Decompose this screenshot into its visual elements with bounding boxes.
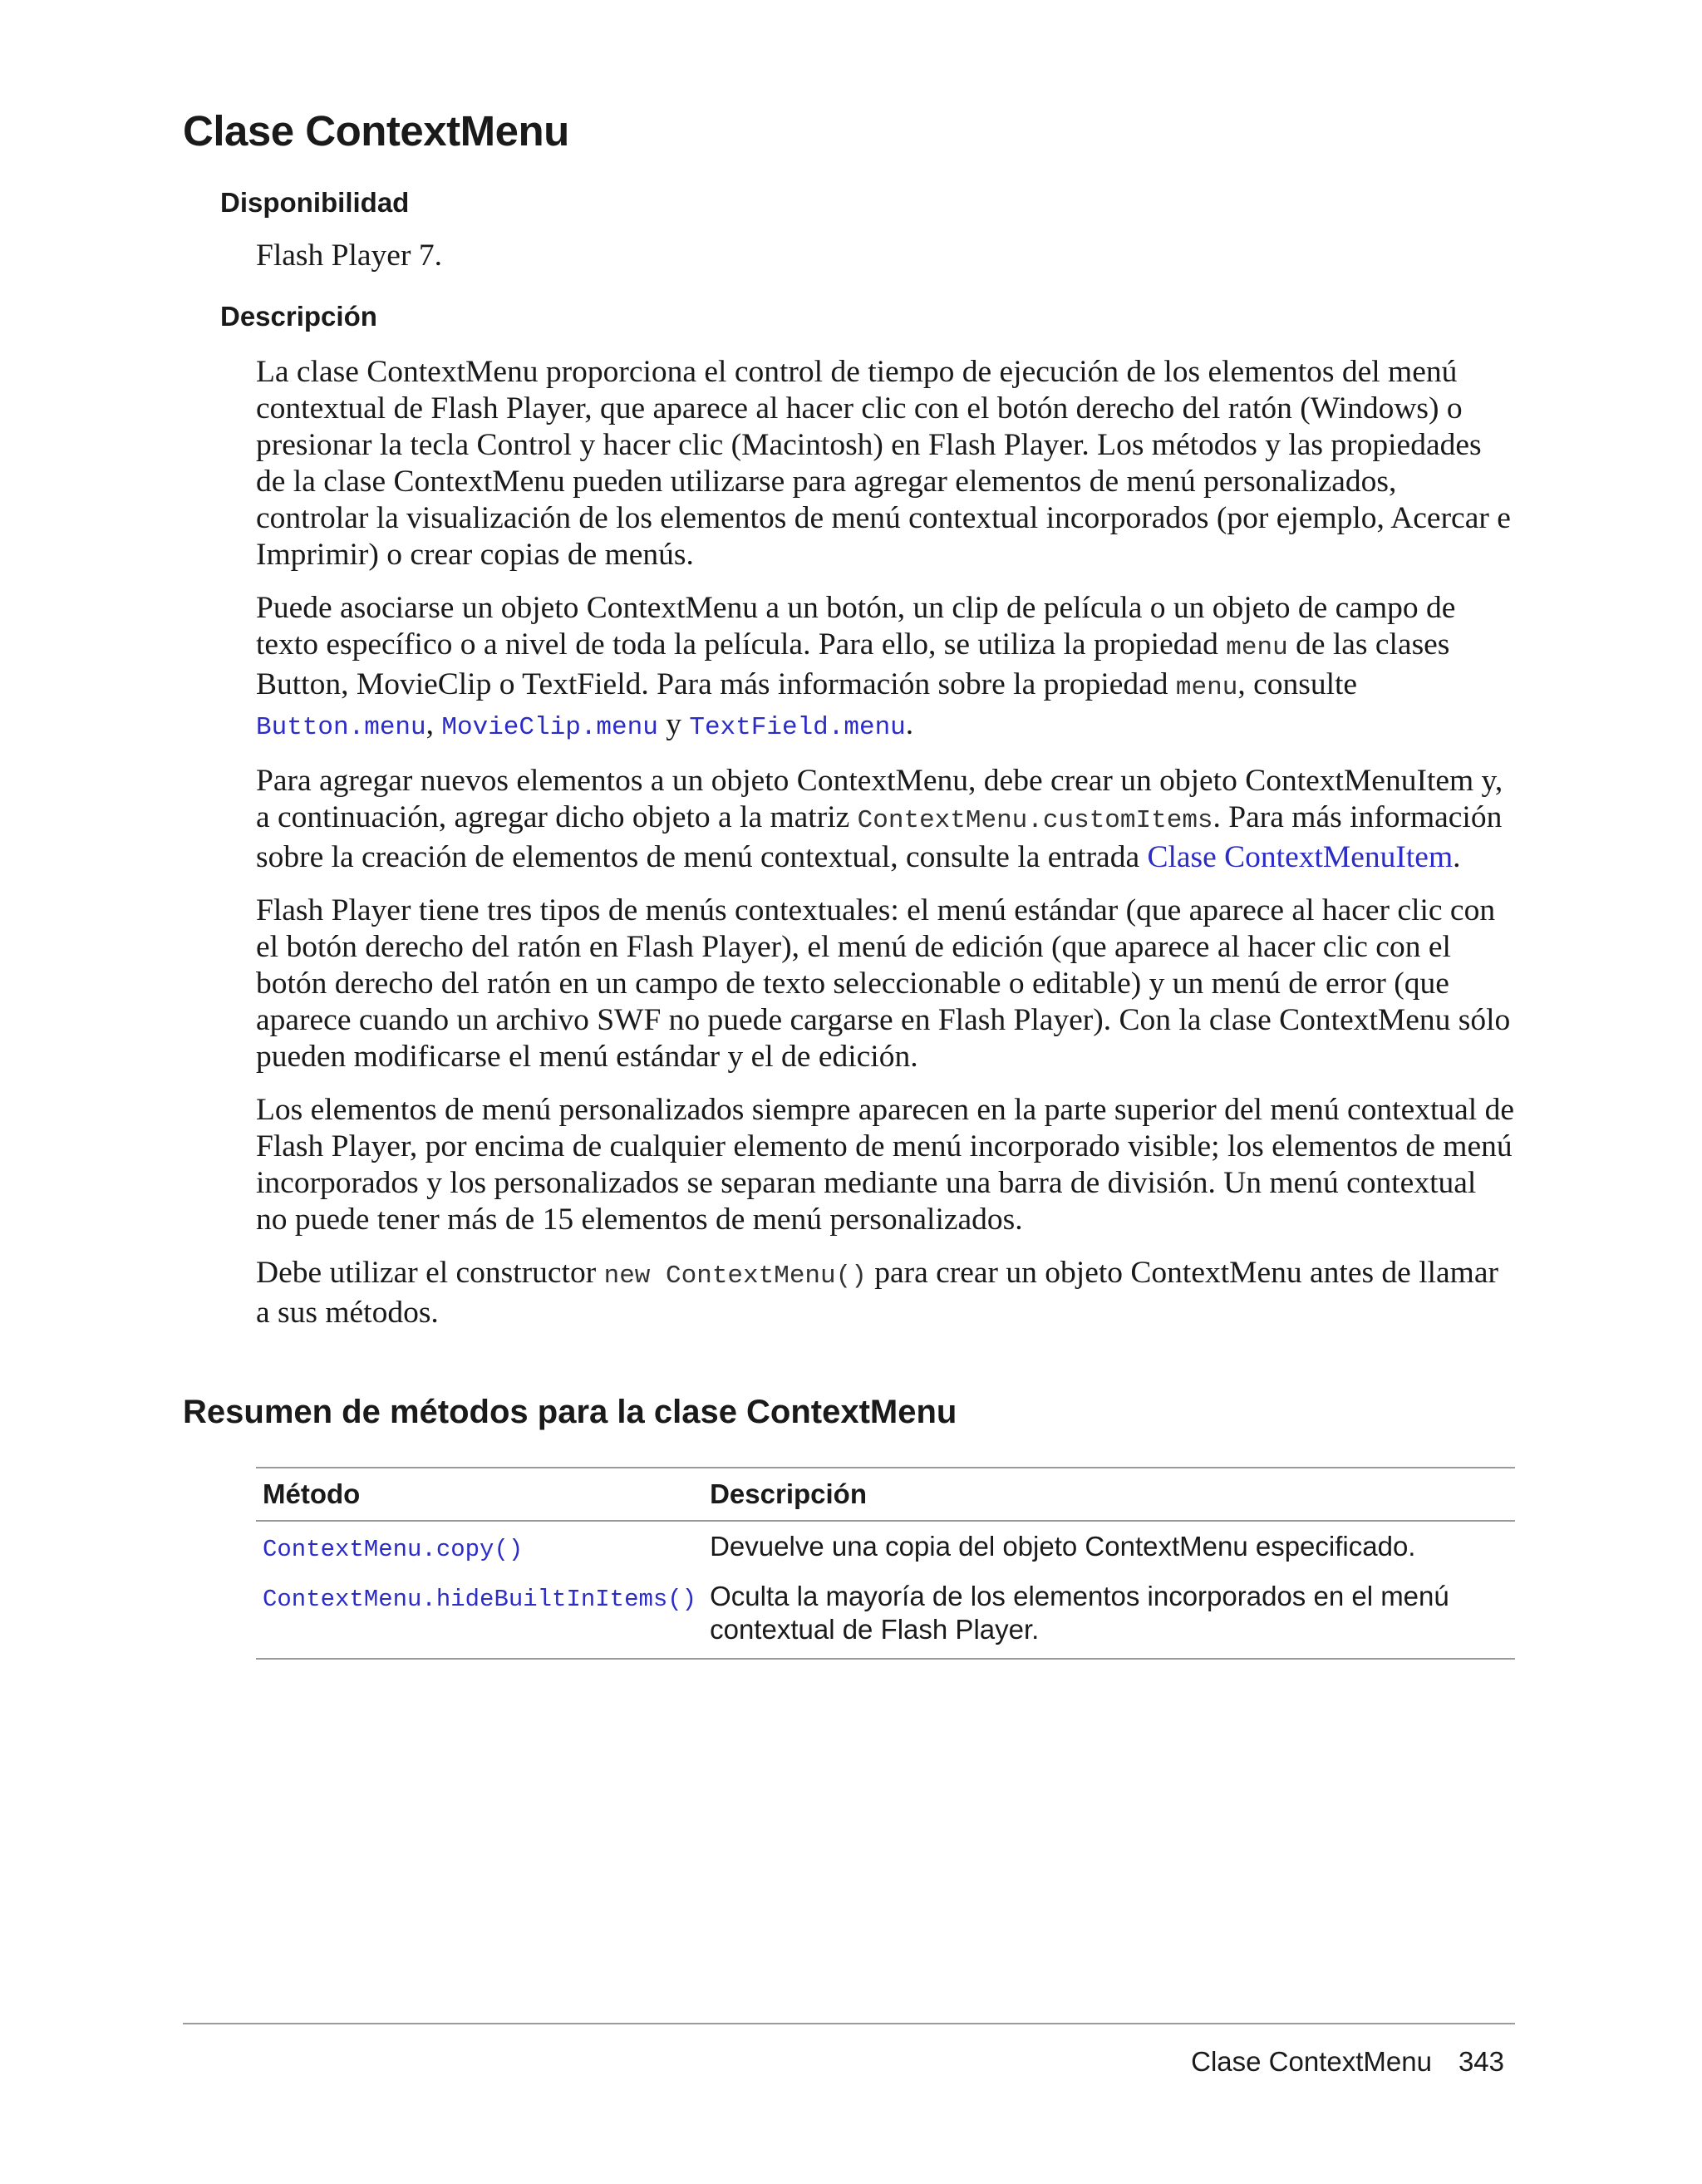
methods-heading: Resumen de métodos para la clase ContextMenu xyxy=(183,1394,957,1430)
description-cell: Oculta la mayoría de los elementos incorporados en el menú contextual de Flash Player. xyxy=(703,1572,1515,1659)
code-menu: menu xyxy=(1226,633,1288,662)
method-cell xyxy=(256,1572,703,1659)
description-heading: Descripción xyxy=(220,301,377,332)
description-paragraph-6 xyxy=(256,1255,1515,1331)
page-number: 343 xyxy=(1458,2046,1504,2077)
description-paragraph-5: Los elementos de menú personalizados siempre aparecen en la parte superior del menú contextual de Flash Player, por encima de cualquier elemento de menú incorporado visible; los elementos de menú incorporados y los personalizados se separan mediante una barra de división. Un menú contextual no puede tener más de 15 elementos de menú personalizados. xyxy=(256,1093,1514,1237)
column-header-method: Método xyxy=(256,1468,703,1521)
method-link-hidebuiltinitems[interactable]: ContextMenu.hideBuiltInItems() xyxy=(263,1586,697,1613)
code-menu: menu xyxy=(1175,673,1238,702)
text: . xyxy=(905,707,914,741)
link-textfield-menu[interactable]: TextField.menu xyxy=(689,713,906,742)
availability-heading: Disponibilidad xyxy=(220,187,410,218)
link-button-menu[interactable]: Button.menu xyxy=(256,713,426,742)
description-paragraph-2 xyxy=(256,590,1515,746)
methods-table xyxy=(256,1467,1515,1660)
description-cell: Devuelve una copia del objeto ContextMenu especificado. xyxy=(710,1531,1416,1562)
text: y xyxy=(657,707,690,741)
table-row xyxy=(256,1521,1515,1572)
footer-divider xyxy=(183,2023,1515,2024)
description-paragraph-4: Flash Player tiene tres tipos de menús contextuales: el menú estándar (que aparece al hacer clic con el botón derecho del ratón en Flash Player), el menú de edición (que aparece al hacer clic con el botón derecho del ratón en un campo de texto seleccionable o editable) y un menú de error (que aparece cuando un archivo SWF no puede cargarse en Flash Player). Con la clase ContextMenu sólo pueden modificarse el menú estándar y el de edición. xyxy=(256,893,1511,1074)
text: , consulte xyxy=(1237,667,1358,701)
method-cell xyxy=(256,1521,703,1572)
text: para crear un objeto ContextMenu antes de llamar a sus métodos. xyxy=(256,1256,1498,1330)
availability-section xyxy=(256,238,1515,291)
description-paragraph-3 xyxy=(256,763,1515,876)
text: . Para más información sobre la creación de elementos de menú contextual, consulte la entrada xyxy=(256,800,1503,874)
code-constructor: new ContextMenu() xyxy=(603,1262,867,1291)
text: . xyxy=(1453,840,1461,874)
text: de las clases Button, MovieClip o TextField. Para más información sobre la propiedad xyxy=(256,627,1450,701)
column-header-description: Descripción xyxy=(703,1468,1515,1521)
text: , xyxy=(426,707,442,741)
link-movieclip-menu[interactable]: MovieClip.menu xyxy=(441,713,658,742)
table-header-row xyxy=(256,1468,1515,1521)
description-paragraph-1: La clase ContextMenu proporciona el control de tiempo de ejecución de los elementos del menú contextual de Flash Player, que aparece al hacer clic con el botón derecho del ratón (Windows) o presionar la tecla Control y hacer clic (Macintosh) en Flash Player. Los métodos y las propiedades de la clase ContextMenu pueden utilizarse para agregar elementos de menú personalizados, controlar la visualización de los elementos de menú contextual incorporados (por ejemplo, Acercar e Imprimir) o crear copias de menús. xyxy=(256,355,1511,572)
description-body xyxy=(256,354,1515,1348)
link-contextmenuitem[interactable]: Clase ContextMenuItem xyxy=(1147,840,1454,874)
text: Para agregar nuevos elementos a un objeto ContextMenu, debe crear un objeto ContextMenuItem y, a continuación, agregar dicho objeto a la matriz xyxy=(256,764,1503,834)
availability-text: Flash Player 7. xyxy=(256,239,442,273)
page-footer xyxy=(1191,2046,1504,2078)
table-row xyxy=(256,1572,1515,1659)
page-title: Clase ContextMenu xyxy=(183,107,569,155)
text: Debe utilizar el constructor xyxy=(256,1256,604,1290)
text: Puede asociarse un objeto ContextMenu a un botón, un clip de película o un objeto de campo de texto específico o a nivel de toda la película. Para ello, se utiliza la propiedad xyxy=(256,591,1456,662)
method-link-copy[interactable]: ContextMenu.copy() xyxy=(263,1536,524,1563)
code-customitems: ContextMenu.customItems xyxy=(857,806,1213,835)
footer-section-title: Clase ContextMenu xyxy=(1191,2046,1432,2077)
